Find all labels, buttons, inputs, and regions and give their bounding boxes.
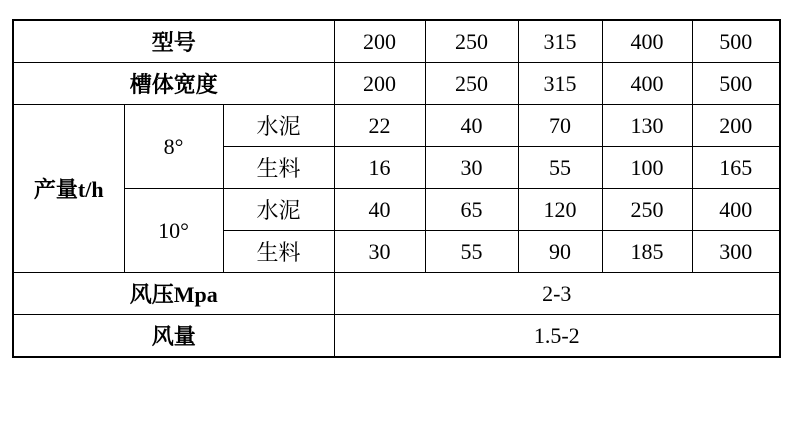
production-value: 300 [692,231,780,273]
model-label: 型号 [13,20,334,63]
model-value: 250 [425,20,518,63]
production-value: 400 [692,189,780,231]
production-8deg-cement-row [13,105,780,147]
material-label: 水泥 [223,105,334,147]
air-volume-label: 风量 [13,315,334,358]
production-value: 55 [425,231,518,273]
production-label: 产量t/h [13,105,124,273]
air-pressure-value: 2-3 [334,273,780,315]
production-value: 165 [692,147,780,189]
material-label: 水泥 [223,189,334,231]
trough-width-label: 槽体宽度 [13,63,334,105]
production-value: 120 [518,189,602,231]
production-value: 130 [602,105,692,147]
production-value: 65 [425,189,518,231]
production-value: 30 [425,147,518,189]
trough-width-value: 500 [692,63,780,105]
model-value: 400 [602,20,692,63]
production-value: 16 [334,147,425,189]
air-pressure-label: 风压Mpa [13,273,334,315]
model-value: 315 [518,20,602,63]
trough-width-value: 200 [334,63,425,105]
model-row [13,20,780,63]
production-value: 250 [602,189,692,231]
angle-8-label: 8° [124,105,223,189]
production-10deg-cement-row [13,189,780,231]
spec-table [12,19,781,358]
production-value: 90 [518,231,602,273]
production-value: 100 [602,147,692,189]
production-value: 22 [334,105,425,147]
trough-width-row [13,63,780,105]
model-value: 500 [692,20,780,63]
production-value: 185 [602,231,692,273]
trough-width-value: 250 [425,63,518,105]
production-value: 70 [518,105,602,147]
model-value: 200 [334,20,425,63]
production-value: 40 [334,189,425,231]
angle-10-label: 10° [124,189,223,273]
production-value: 55 [518,147,602,189]
air-pressure-row [13,273,780,315]
production-value: 40 [425,105,518,147]
air-volume-value: 1.5-2 [334,315,780,358]
material-label: 生料 [223,231,334,273]
trough-width-value: 400 [602,63,692,105]
production-value: 200 [692,105,780,147]
material-label: 生料 [223,147,334,189]
production-value: 30 [334,231,425,273]
trough-width-value: 315 [518,63,602,105]
air-volume-row [13,315,780,358]
